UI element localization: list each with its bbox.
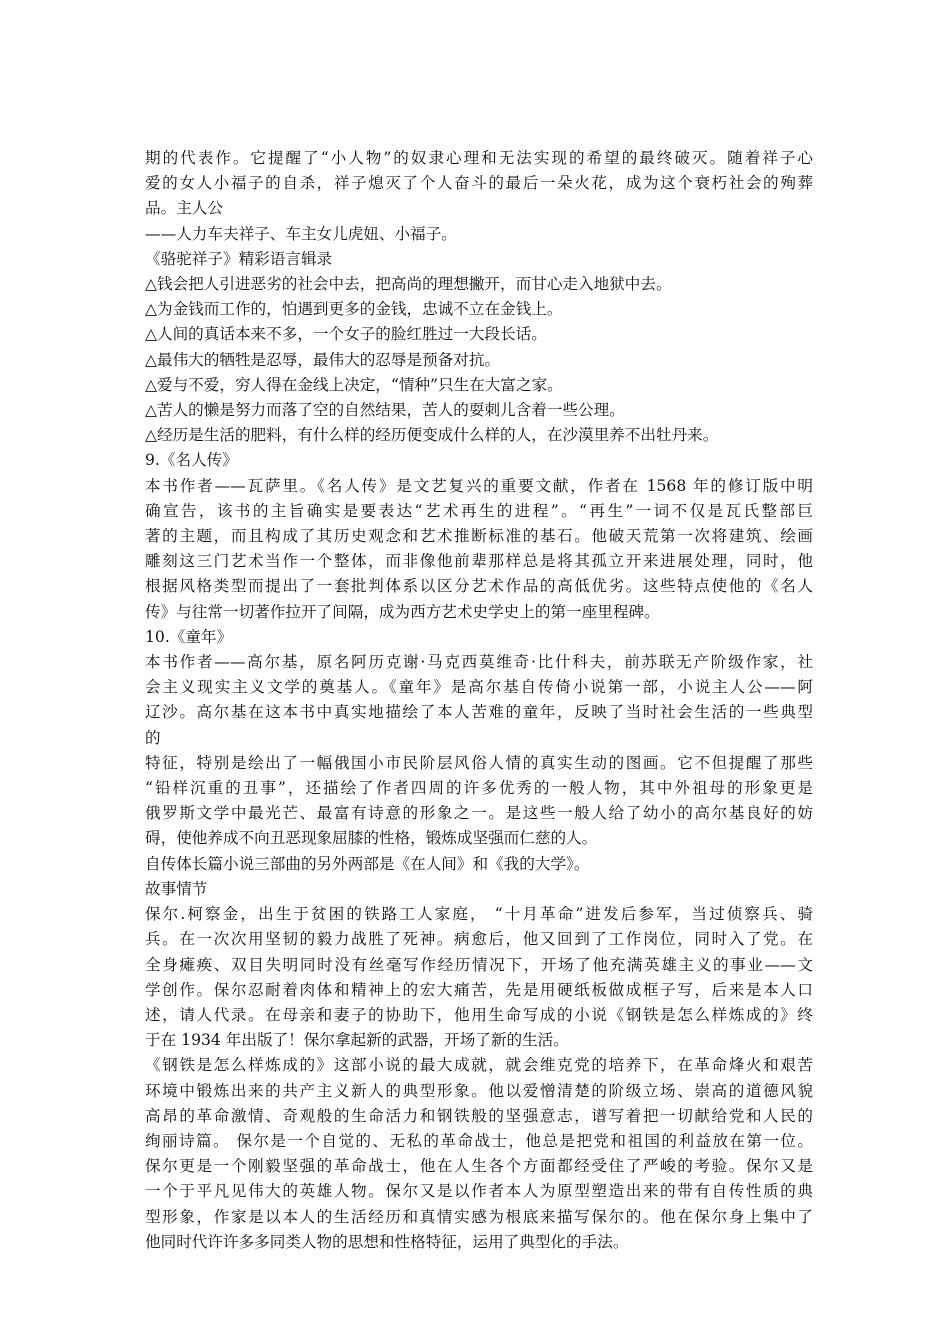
text-line: 述，请人代录。在母亲和妻子的协助下，他用生命写成的小说《钢铁是怎么样炼成的》终 bbox=[145, 1005, 813, 1024]
text-line: 的 bbox=[145, 728, 161, 747]
text-line: 学创作。保尔忍耐着肉体和精神上的宏大痛苦，先是用硬纸板做成框子写，后来是本人口 bbox=[145, 980, 813, 999]
text-line: 9.《名人传》 bbox=[145, 451, 238, 470]
text-line: 一个于平凡见伟大的英雄人物。保尔又是以作者本人为原型塑造出来的带有自传性质的典 bbox=[145, 1182, 813, 1201]
text-line: ——人力车夫祥子、车主女儿虎妞、小福子。 bbox=[145, 224, 457, 243]
text-line: 绚丽诗篇。 保尔是一个自觉的、无私的革命战士，他总是把党和祖国的利益放在第一位。 bbox=[145, 1131, 813, 1150]
text-line: △经历是生活的肥料，有什么样的经历便变成什么样的人，在沙漠里养不出牡丹来。 bbox=[145, 426, 719, 445]
text-line: △为金钱而工作的，怕遇到更多的金钱，忠诚不立在金钱上。 bbox=[145, 300, 563, 319]
text-line: 保尔更是一个刚毅坚强的革命战士，他在人生各个方面都经受住了严峻的考验。保尔又是 bbox=[145, 1157, 813, 1176]
document-page bbox=[145, 146, 813, 1255]
text-line: 故事情节 bbox=[145, 879, 208, 898]
text-line: 会主义现实主义文学的奠基人。《童年》是高尔基自传倚小说第一部，小说主人公——阿 bbox=[145, 678, 813, 697]
text-line: 兵。在一次次用坚韧的毅力战胜了死神。病愈后，他又回到了工作岗位，同时入了党。在 bbox=[145, 930, 813, 949]
text-line: △苦人的懒是努力而落了空的自然结果，苦人的耍刺儿含着一些公理。 bbox=[145, 401, 625, 420]
text-line: 《钢铁是怎么样炼成的》这部小说的最大成就，就会维克党的培养下，在革命烽火和艰苦 bbox=[145, 1056, 813, 1075]
text-line: 保尔.柯察金，出生于贫困的铁路工人家庭， “十月革命”进发后参军，当过侦察兵、骑 bbox=[145, 905, 813, 924]
text-line: 型形象，作家是以本人的生活经历和真情实感为根底来描写保尔的。他在保尔身上集中了 bbox=[145, 1207, 813, 1226]
text-line: 品。主人公 bbox=[145, 199, 223, 218]
text-line: 碍，使他养成不向丑恶现象屈膝的性格，锻炼成坚强而仁慈的人。 bbox=[145, 829, 598, 848]
text-line: 全身瘫痪、双目失明同时没有丝毫写作经历情况下，开场了他充满英雄主义的事业——文 bbox=[145, 955, 813, 974]
text-line: 本书作者——高尔基，原名阿历克谢·马克西莫维奇·比什科夫，前苏联无产阶级作家，社 bbox=[145, 653, 813, 672]
text-line: 雕刻这三门艺术当作一个整体，而非像他前辈那样总是将其孤立开来进展处理，同时，他 bbox=[145, 552, 813, 571]
text-line: 俄罗斯文学中最光芒、最富有诗意的形象之一。是这些一般人给了幼小的高尔基良好的妨 bbox=[145, 804, 813, 823]
text-line: △钱会把人引进恶劣的社会中去，把高尚的理想撇开，而甘心走入地狱中去。 bbox=[145, 275, 672, 294]
text-line: 本书作者——瓦萨里。《名人传》是文艺复兴的重要文献，作者在 1568 年的修订版中明 bbox=[145, 476, 813, 495]
text-line: 自传体长篇小说三部曲的另外两部是《在人间》和《我的大学》。 bbox=[145, 854, 590, 873]
text-line: △人间的真话本来不多，一个女子的脸红胜过一大段长话。 bbox=[145, 325, 547, 344]
text-line: 《骆驼祥子》精彩语言辑录 bbox=[145, 249, 333, 268]
text-line: 爱的女人小福子的自杀，祥子熄灭了个人奋斗的最后一朵火花，成为这个衰朽社会的殉葬 bbox=[145, 174, 813, 193]
text-line: △爱与不爱，穷人得在金线上决定，“情种”只生在大富之家。 bbox=[145, 375, 563, 394]
text-line: 确宣告，该书的主旨确实是要表达“艺术再生的进程”。“再生”一词不仅是瓦氏整部巨 bbox=[145, 501, 813, 520]
text-line: 10.《童年》 bbox=[145, 627, 233, 646]
text-line: △最伟大的牺牲是忍辱，最伟大的忍辱是预备对抗。 bbox=[145, 350, 501, 369]
text-line: 期的代表作。它提醒了“小人物”的奴隶心理和无法实现的希望的最终破灭。随着祥子心 bbox=[145, 149, 813, 167]
text-line: 环境中锻炼出来的共产主义新人的典型形象。他以爱憎清楚的阶级立场、崇高的道德风貌 bbox=[145, 1081, 813, 1100]
text-line: 辽沙。高尔基在这本书中真实地描绘了本人苦难的童年，反映了当时社会生活的一些典型 bbox=[145, 703, 813, 722]
text-line: 他同时代许许多多同类人物的思想和性格特征，运用了典型化的手法。 bbox=[145, 1232, 629, 1251]
text-line: “铅样沉重的丑事”，还描绘了作者四周的许多优秀的一般人物，其中外祖母的形象更是 bbox=[145, 779, 813, 798]
text-line: 根据风格类型而提出了一套批判体系以区分艺术作品的高低优劣。这些特点使他的《名人 bbox=[145, 577, 813, 596]
text-line: 于在 1934 年出版了！保尔拿起新的武器，开场了新的生活。 bbox=[145, 1031, 569, 1050]
text-line: 高昂的革命激情、奇观般的生命活力和钢铁般的坚强意志，谱写着把一切献给党和人民的 bbox=[145, 1106, 813, 1125]
text-line: 特征，特别是绘出了一幅俄国小市民阶层风俗人情的真实生动的图画。它不但提醒了那些 bbox=[145, 753, 813, 772]
text-line: 著的主题，而且构成了其历史观念和艺术推断标准的基石。他破天荒第一次将建筑、绘画 bbox=[145, 527, 813, 546]
text-line: 传》与往常一切著作拉开了间隔，成为西方艺术史学史上的第一座里程碑。 bbox=[145, 602, 660, 621]
